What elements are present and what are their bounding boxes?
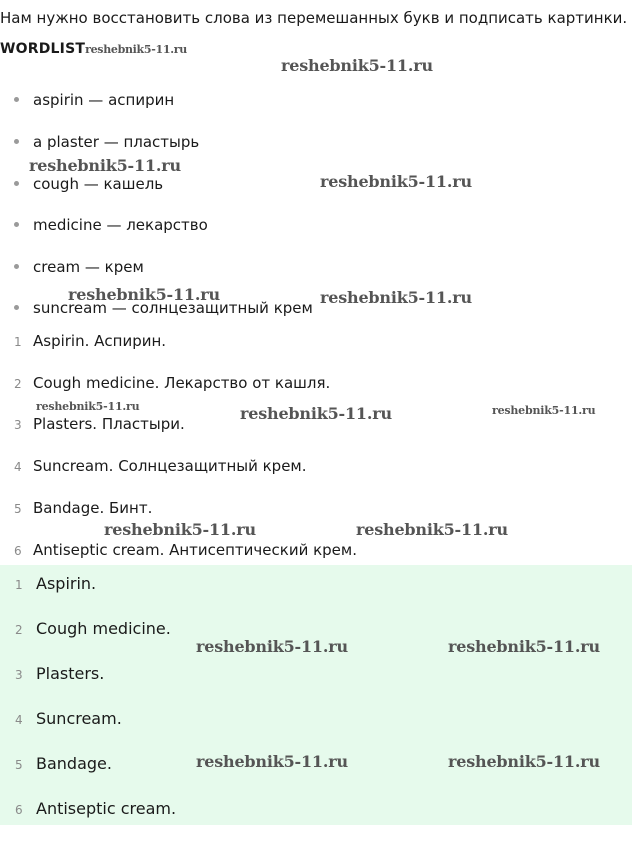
watermark: reshebnik5-11.ru bbox=[320, 288, 472, 307]
watermark: reshebnik5-11.ru bbox=[492, 404, 596, 417]
translation-item bbox=[14, 373, 330, 394]
answer-item bbox=[15, 709, 122, 730]
answer-text: Cough medicine. bbox=[36, 619, 171, 638]
bullet-icon bbox=[14, 139, 19, 144]
watermark: reshebnik5-11.ru bbox=[104, 520, 256, 539]
answer-item bbox=[15, 754, 112, 775]
translation-item bbox=[14, 331, 166, 352]
watermark: reshebnik5-11.ru bbox=[29, 156, 181, 175]
item-number: 2 bbox=[15, 623, 23, 637]
answer-text: Aspirin. bbox=[36, 574, 97, 593]
list-item bbox=[14, 215, 208, 235]
watermark: reshebnik5-11.ru bbox=[36, 400, 140, 413]
item-number: 3 bbox=[14, 418, 22, 432]
item-number: 3 bbox=[15, 668, 23, 682]
item-number: 5 bbox=[14, 502, 22, 516]
translation-text: Bandage. Бинт. bbox=[33, 499, 153, 517]
watermark: reshebnik5-11.ru bbox=[448, 752, 600, 771]
answer-box bbox=[0, 565, 632, 825]
intro-text: Нам нужно восстановить слова из перемешанных букв и подписать картинки. bbox=[0, 9, 628, 27]
watermark: reshebnik5-11.ru bbox=[320, 172, 472, 191]
list-item-text: cough — кашель bbox=[33, 175, 164, 193]
watermark: reshebnik5-11.ru bbox=[196, 752, 348, 771]
item-number: 2 bbox=[14, 377, 22, 391]
bullet-icon bbox=[14, 97, 19, 102]
bullet-icon bbox=[14, 305, 19, 310]
list-item-text: a plaster — пластырь bbox=[33, 133, 200, 151]
list-item-text: aspirin — аспирин bbox=[33, 91, 175, 109]
item-number: 6 bbox=[15, 803, 23, 817]
wordlist-title: WORDLIST bbox=[0, 41, 86, 57]
item-number: 4 bbox=[15, 713, 23, 727]
answer-text: Bandage. bbox=[36, 754, 112, 773]
translation-text: Aspirin. Аспирин. bbox=[33, 332, 167, 350]
translation-text: Antiseptic cream. Антисептический крем. bbox=[33, 541, 357, 559]
watermark: reshebnik5-11.ru bbox=[68, 285, 220, 304]
list-item bbox=[14, 90, 174, 110]
item-number: 1 bbox=[14, 335, 22, 349]
watermark: reshebnik5-11.ru bbox=[196, 637, 348, 656]
watermark: reshebnik5-11.ru bbox=[85, 43, 187, 56]
watermark: reshebnik5-11.ru bbox=[356, 520, 508, 539]
translation-item bbox=[14, 456, 307, 477]
bullet-icon bbox=[14, 181, 19, 186]
answer-item bbox=[15, 664, 104, 685]
watermark: reshebnik5-11.ru bbox=[281, 56, 433, 75]
translation-item bbox=[14, 540, 357, 561]
item-number: 1 bbox=[15, 578, 23, 592]
answer-text: Plasters. bbox=[36, 664, 105, 683]
bullet-icon bbox=[14, 264, 19, 269]
translation-text: Cough medicine. Лекарство от кашля. bbox=[33, 374, 331, 392]
translation-item bbox=[14, 498, 152, 519]
wordlist-heading bbox=[0, 41, 187, 57]
translation-text: Plasters. Пластыри. bbox=[33, 415, 185, 433]
item-number: 4 bbox=[14, 460, 22, 474]
watermark: reshebnik5-11.ru bbox=[240, 404, 392, 423]
translation-item bbox=[14, 414, 185, 435]
list-item bbox=[14, 257, 144, 277]
list-item bbox=[14, 132, 199, 152]
answer-text: Suncream. bbox=[36, 709, 122, 728]
translation-text: Suncream. Солнцезащитный крем. bbox=[33, 457, 307, 475]
answer-item bbox=[15, 799, 176, 820]
list-item-text: suncream — солнцезащитный крем bbox=[33, 299, 313, 317]
list-item bbox=[14, 298, 313, 318]
list-item-text: cream — крем bbox=[33, 258, 144, 276]
watermark: reshebnik5-11.ru bbox=[448, 637, 600, 656]
list-item-text: medicine — лекарство bbox=[33, 216, 208, 234]
item-number: 6 bbox=[14, 544, 22, 558]
answer-text: Antiseptic cream. bbox=[36, 799, 177, 818]
answer-item bbox=[15, 574, 96, 595]
list-item bbox=[14, 174, 163, 194]
bullet-icon bbox=[14, 222, 19, 227]
answer-item bbox=[15, 619, 171, 640]
item-number: 5 bbox=[15, 758, 23, 772]
